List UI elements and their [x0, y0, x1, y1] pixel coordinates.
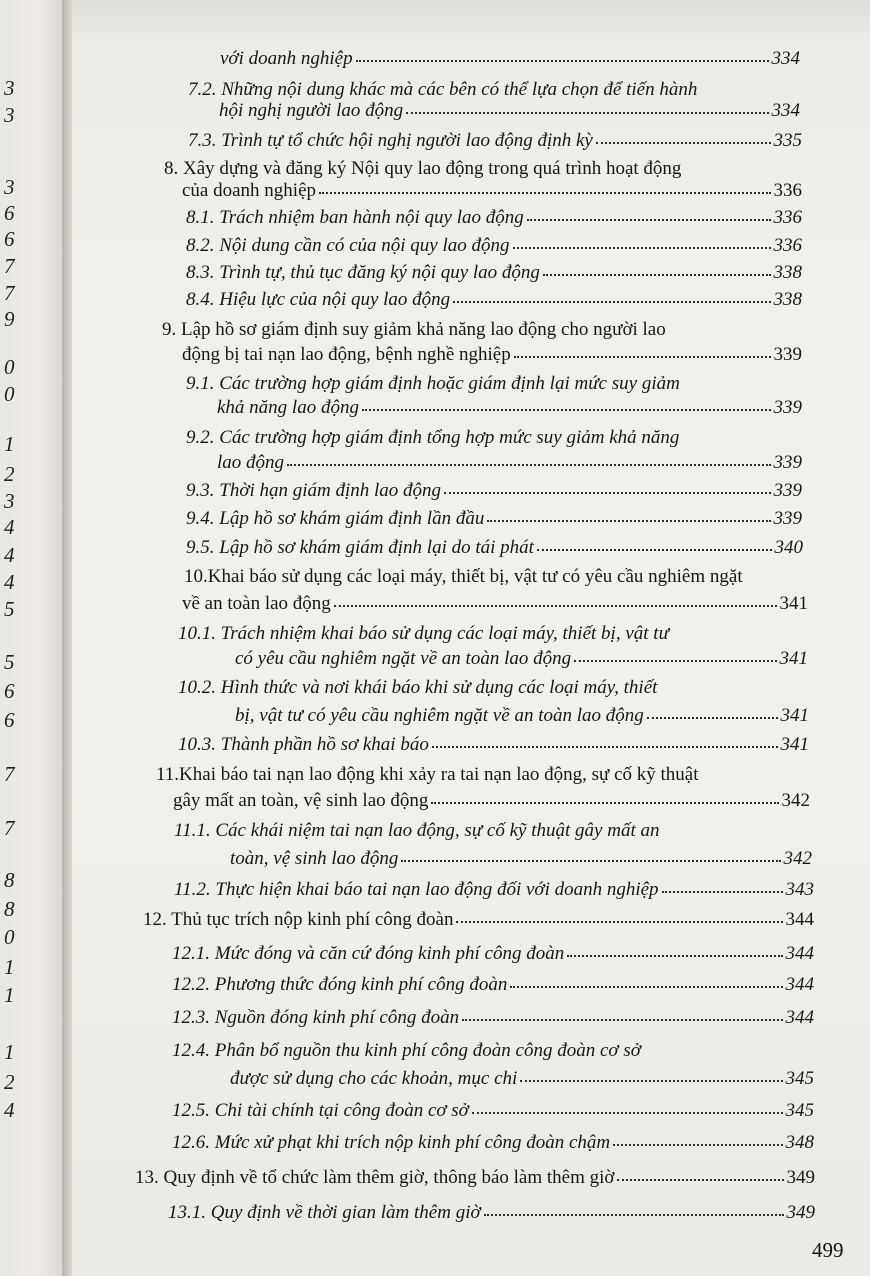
left-page-number: 0 — [4, 355, 15, 379]
toc-entry-title: 12.5. Chi tài chính tại công đoàn cơ sở — [172, 1100, 469, 1121]
toc-entry — [217, 452, 802, 474]
toc-page-number: 343 — [785, 879, 814, 900]
toc-section-title: về an toàn lao động — [182, 593, 331, 614]
toc-entry — [174, 879, 814, 901]
toc-entry-title: có yêu cầu nghiêm ngặt về an toàn lao động — [235, 648, 572, 669]
toc-section — [135, 1167, 815, 1189]
toc-entry — [230, 1068, 814, 1090]
toc-entry — [172, 1007, 814, 1029]
left-page-number: 3 — [4, 103, 15, 127]
toc-section-title: động bị tai nạn lao động, bệnh nghề nghiệp — [182, 344, 511, 365]
toc-entry-title: 12.4. Phân bổ nguồn thu kinh phí công đoàn công đoàn cơ sở — [172, 1040, 641, 1061]
left-page-number: 7 — [4, 281, 15, 305]
toc-section-title: gây mất an toàn, vệ sinh lao động — [173, 790, 429, 811]
left-page-number: 4 — [4, 570, 15, 594]
toc-entry-title: 9.3. Thời hạn giám định lao động — [186, 480, 442, 501]
toc-page-number: 341 — [780, 734, 809, 755]
left-page-number: 1 — [4, 983, 15, 1007]
left-page-number: 7 — [4, 816, 15, 840]
toc-page-number: 336 — [773, 180, 802, 201]
toc-entry-title: 12.6. Mức xử phạt khi trích nộp kinh phí công đoàn chậm — [172, 1132, 611, 1153]
left-page-number: 3 — [4, 76, 15, 100]
left-page-number: 0 — [4, 382, 15, 406]
toc-section-title: 13. Quy định về tổ chức làm thêm giờ, thông báo làm thêm giờ — [135, 1167, 615, 1188]
toc-entry — [172, 1132, 814, 1154]
toc-section — [143, 909, 814, 931]
toc-entry-title: 8.1. Trách nhiệm ban hành nội quy lao động — [186, 207, 524, 228]
toc-entry — [178, 734, 809, 756]
left-page-number: 5 — [4, 650, 15, 674]
page-number: 499 — [812, 1238, 844, 1262]
toc-section — [182, 593, 808, 615]
toc-section-title: 8. Xây dựng và đăng ký Nội quy lao động trong quá trình hoạt động — [164, 158, 682, 179]
toc-entry-title: với doanh nghiệp — [220, 48, 353, 69]
toc-entry-title: 13.1. Quy định về thời gian làm thêm giờ — [168, 1202, 481, 1223]
toc-entry — [186, 235, 802, 257]
left-page-number: 0 — [4, 925, 15, 949]
toc-page-number: 345 — [785, 1100, 814, 1121]
toc-page-number: 341 — [779, 648, 808, 669]
toc-entry — [217, 397, 802, 419]
toc-page-number: 338 — [773, 289, 802, 310]
toc-page-number: 341 — [779, 593, 808, 614]
toc-page-number: 344 — [785, 974, 814, 995]
left-page-number: 1 — [4, 1040, 15, 1064]
toc-entry-title: 8.2. Nội dung cần có của nội quy lao động — [186, 235, 510, 256]
toc-entry-title: bị, vật tư có yêu cầu nghiêm ngặt về an toàn lao động — [235, 705, 644, 726]
toc-entry-title: 10.1. Trách nhiệm khai báo sử dụng các loại máy, thiết bị, vật tư — [178, 623, 669, 644]
toc-entry-title: 7.2. Những nội dung khác mà các bên có thể lựa chọn để tiến hành — [188, 79, 698, 100]
toc-section-title: của doanh nghiệp — [182, 180, 317, 201]
toc-entry-title: 12.3. Nguồn đóng kinh phí công đoàn — [172, 1007, 460, 1028]
toc-entry-title: 11.1. Các khái niệm tai nạn lao động, sự cố kỹ thuật gây mất an — [174, 820, 660, 841]
toc-page-number: 336 — [773, 207, 802, 228]
left-page-number: 4 — [4, 543, 15, 567]
toc-page-number: 339 — [773, 452, 802, 473]
left-page-number: 8 — [4, 868, 15, 892]
left-page-number: 7 — [4, 254, 15, 278]
toc-entry-title: hội nghị người lao động — [219, 100, 404, 121]
left-page-number: 2 — [4, 1070, 15, 1094]
left-page-number: 6 — [4, 708, 15, 732]
toc-page-number: 344 — [785, 909, 814, 930]
toc-entry — [186, 537, 803, 559]
toc-entry — [186, 262, 802, 284]
toc-entry-title: được sử dụng cho các khoản, mục chi — [230, 1068, 518, 1089]
toc-page-number: 342 — [781, 790, 810, 811]
toc-entry-title: 8.3. Trình tự, thủ tục đăng ký nội quy lao động — [186, 262, 540, 283]
toc-page-number: 349 — [786, 1202, 815, 1223]
toc-entry-title: 12.2. Phương thức đóng kinh phí công đoàn — [172, 974, 508, 995]
left-page-number: 3 — [4, 489, 15, 513]
toc-entry — [172, 974, 814, 996]
toc-page-number: 334 — [771, 100, 800, 121]
toc-entry-title: 12.1. Mức đóng và căn cứ đóng kinh phí công đoàn — [172, 943, 565, 964]
toc-entry-title: 7.3. Trình tự tổ chức hội nghị người lao động định kỳ — [188, 130, 593, 151]
toc-page-number: 349 — [786, 1167, 815, 1188]
toc-entry-title: 9.4. Lập hồ sơ khám giám định lần đầu — [186, 508, 485, 529]
toc-page-number: 335 — [773, 130, 802, 151]
toc-page-number: 342 — [783, 848, 812, 869]
toc-page-number: 345 — [785, 1068, 814, 1089]
toc-entry — [172, 1100, 814, 1122]
toc-entry — [186, 207, 802, 229]
toc-entry — [186, 289, 802, 311]
toc-entry-title: 9.1. Các trường hợp giám định hoặc giám định lại mức suy giảm — [186, 373, 680, 394]
left-page-number: 9 — [4, 307, 15, 331]
toc-page-number: 339 — [773, 480, 802, 501]
left-page-number: 7 — [4, 762, 15, 786]
toc-entry — [172, 943, 814, 965]
left-page-number: 3 — [4, 175, 15, 199]
toc-section-title: 9. Lập hồ sơ giám định suy giảm khả năng lao động cho người lao — [162, 319, 666, 340]
toc-entry — [186, 508, 802, 530]
left-page-number: 6 — [4, 201, 15, 225]
toc-entry-title: toàn, vệ sinh lao động — [230, 848, 399, 869]
toc-page-number: 341 — [780, 705, 809, 726]
left-page-number: 4 — [4, 1098, 15, 1122]
toc-page-number: 344 — [785, 1007, 814, 1028]
toc-page-number: 339 — [773, 344, 802, 365]
toc-entry-title: lao động — [217, 452, 285, 473]
toc-entry — [188, 130, 802, 152]
left-page-number: 6 — [4, 227, 15, 251]
left-page-number: 5 — [4, 597, 15, 621]
toc-page-number: 338 — [773, 262, 802, 283]
toc-entry-title: 9.5. Lập hồ sơ khám giám định lại do tái phát — [186, 537, 534, 558]
toc-entry — [219, 100, 800, 122]
book-page — [72, 0, 870, 1276]
toc-section-title: 11.Khai báo tai nạn lao động khi xảy ra tai nạn lao động, sự cố kỹ thuật — [156, 764, 699, 785]
toc-section — [173, 790, 810, 812]
left-page-number: 4 — [4, 515, 15, 539]
toc-page-number: 339 — [773, 508, 802, 529]
toc-entry-title: 8.4. Hiệu lực của nội quy lao động — [186, 289, 451, 310]
toc-entry — [235, 648, 808, 670]
left-page-number: 1 — [4, 432, 15, 456]
left-page-number: 1 — [4, 955, 15, 979]
toc-entry — [235, 705, 809, 727]
toc-section — [182, 180, 802, 202]
left-page-number: 2 — [4, 462, 15, 486]
toc-entry-title: 10.2. Hình thức và nơi khái báo khi sử dụng các loại máy, thiết — [178, 677, 658, 698]
left-page-number: 8 — [4, 897, 15, 921]
toc-page-number: 344 — [785, 943, 814, 964]
toc-entry-title: 9.2. Các trường hợp giám định tổng hợp mức suy giảm khả năng — [186, 427, 680, 448]
left-page-number: 6 — [4, 679, 15, 703]
toc-section-title: 12. Thủ tục trích nộp kinh phí công đoàn — [143, 909, 454, 930]
toc-page-number: 339 — [773, 397, 802, 418]
toc-entry-title: 11.2. Thực hiện khai báo tai nạn lao động đối với doanh nghiệp — [174, 879, 659, 900]
toc-entry — [168, 1202, 815, 1224]
toc-page-number: 340 — [774, 537, 803, 558]
toc-page-number: 336 — [773, 235, 802, 256]
toc-entry — [220, 48, 800, 70]
toc-entry — [230, 848, 812, 870]
toc-entry-title: 10.3. Thành phần hồ sơ khai báo — [178, 734, 429, 755]
toc-section-title: 10.Khai báo sử dụng các loại máy, thiết bị, vật tư có yêu cầu nghiêm ngặt — [184, 566, 743, 587]
toc-section — [182, 344, 802, 366]
toc-entry — [186, 480, 802, 502]
toc-page-number: 348 — [785, 1132, 814, 1153]
toc-page-number: 334 — [771, 48, 800, 69]
toc-entry-title: khả năng lao động — [217, 397, 359, 418]
left-page — [0, 0, 70, 1276]
